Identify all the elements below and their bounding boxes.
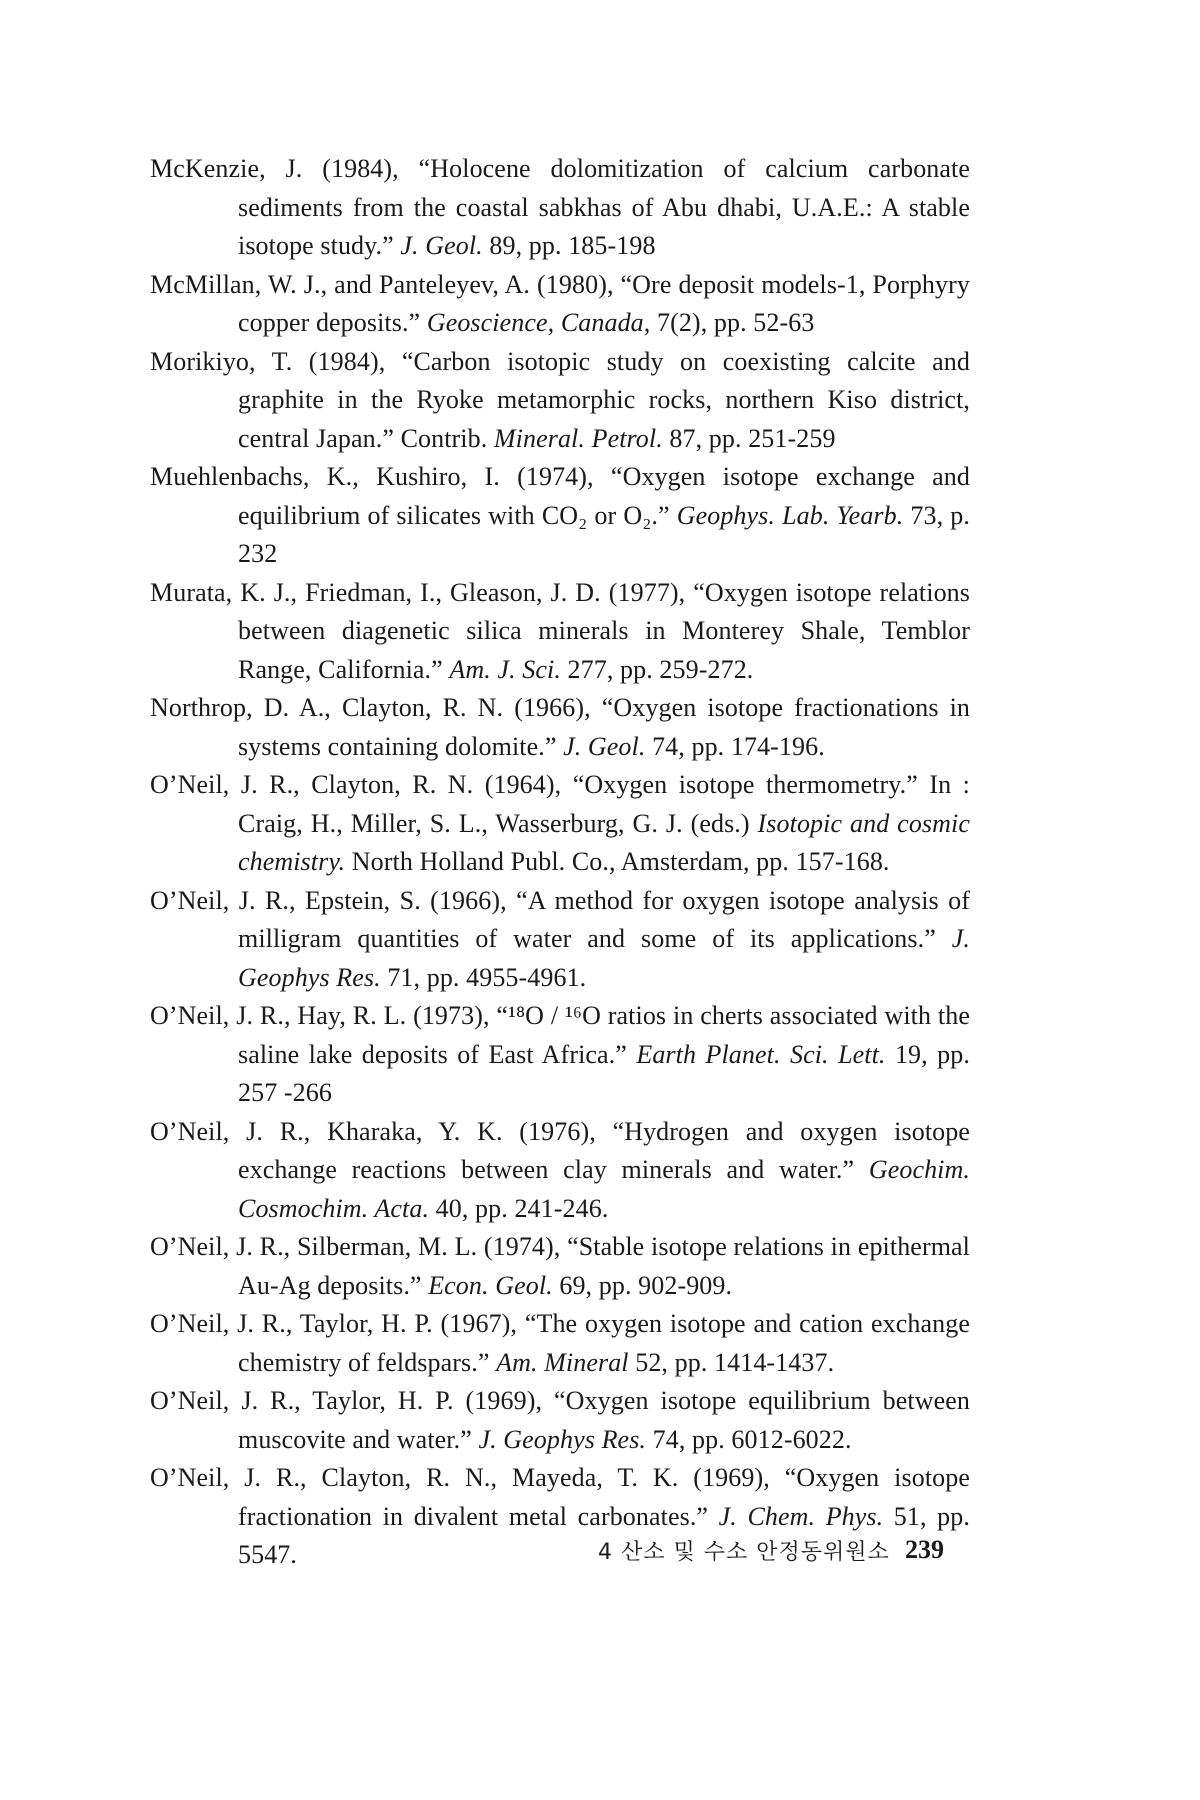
reference-citation: 51, pp. 5547.	[238, 1501, 970, 1569]
reference-citation: 277, pp. 259-272.	[560, 654, 754, 684]
reference-entry	[150, 882, 970, 998]
reference-text: O’Neil, J. R., Hay, R. L. (1973), “¹⁸O / ¹⁶O ratios in cherts associated with the saline lake deposits of East Africa.”	[150, 1001, 970, 1069]
reference-text: O’Neil, J. R., Taylor, H. P. (1967), “The oxygen isotope and cation exchange chemistry of feldspars.”	[150, 1309, 970, 1377]
reference-entry	[150, 1305, 970, 1382]
journal-name: Geophys. Lab. Yearb.	[676, 500, 904, 530]
reference-citation: 73, p. 232	[238, 500, 970, 568]
journal-name: Am. J. Sci.	[449, 654, 561, 684]
reference-entry	[150, 343, 970, 459]
page-footer	[0, 1535, 1200, 1575]
reference-entry	[150, 689, 970, 766]
reference-entry	[150, 1228, 970, 1305]
reference-citation: North Holland Publ. Co., Amsterdam, pp. 157-168.	[345, 847, 890, 876]
journal-name: Mineral. Petrol.	[493, 423, 663, 453]
reference-entry	[150, 1113, 970, 1229]
reference-entry	[150, 458, 970, 574]
reference-text: Morikiyo, T. (1984), “Carbon isotopic study on coexisting calcite and graphite in the Ryoke metamorphic rocks, northern Kiso district, central Japan.” Contrib.	[150, 346, 970, 453]
reference-citation: 89, pp. 185-198	[482, 231, 656, 260]
journal-name: Earth Planet. Sci. Lett.	[636, 1039, 886, 1069]
journal-name: Am. Mineral	[496, 1347, 629, 1377]
journal-name: J. Geol.	[400, 231, 483, 260]
reference-text: Murata, K. J., Friedman, I., Gleason, J. D. (1977), “Oxygen isotope relations between diagenetic silica minerals in Monterey Shale, Temblor Range, California.”	[150, 577, 970, 684]
reference-entry	[150, 766, 970, 882]
reference-text: O’Neil, J. R., Taylor, H. P. (1969), “Oxygen isotope equilibrium between muscovite and water.”	[150, 1386, 970, 1454]
reference-citation: 69, pp. 902-909.	[552, 1270, 733, 1300]
reference-citation: 74, pp. 6012-6022.	[646, 1424, 852, 1454]
reference-citation: 40, pp. 241-246.	[429, 1193, 609, 1223]
page-number: 239	[905, 1535, 944, 1564]
reference-citation: 52, pp. 1414-1437.	[628, 1347, 835, 1377]
journal-name: J. Geol.	[563, 731, 646, 761]
reference-citation: 71, pp. 4955-4961.	[380, 962, 587, 992]
journal-name: J. Geophys Res.	[238, 924, 970, 992]
journal-name: Geochim. Cosmochim. Acta.	[238, 1155, 970, 1223]
reference-text: McMillan, W. J., and Panteleyev, A. (1980), “Ore deposit models-1, Porphyry copper deposits.”	[150, 269, 970, 337]
journal-name: J. Chem. Phys.	[718, 1501, 884, 1531]
reference-citation: 87, pp. 251-259	[662, 423, 836, 453]
reference-text: O’Neil, J. R., Clayton, R. N., Mayeda, T. K. (1969), “Oxygen isotope fractionation in divalent metal carbonates.”	[150, 1463, 970, 1531]
journal-name: J. Geophys Res.	[478, 1424, 647, 1454]
reference-entry	[150, 997, 970, 1113]
reference-text: O’Neil, J. R., Silberman, M. L. (1974), “Stable isotope relations in epithermal Au-Ag deposits.”	[150, 1232, 970, 1300]
reference-entry	[150, 1382, 970, 1459]
reference-citation: 74, pp. 174-196.	[645, 731, 825, 761]
reference-list	[150, 150, 970, 1575]
reference-entry	[150, 150, 970, 266]
journal-name: Geoscience, Canada,	[426, 308, 651, 337]
reference-text: Northrop, D. A., Clayton, R. N. (1966), “Oxygen isotope fractionations in systems containing dolomite.”	[150, 693, 970, 761]
reference-text: McKenzie, J. (1984), “Holocene dolomitization of calcium carbonate sediments from the coastal sabkhas of Abu dhabi, U.A.E.: A stable isotope study.”	[150, 154, 970, 260]
reference-entry	[150, 266, 970, 343]
reference-entry	[150, 574, 970, 690]
reference-text: O’Neil, J. R., Clayton, R. N. (1964), “Oxygen isotope thermometry.” In : Craig, H., Miller, S. L., Wasserburg, G. J. (eds.)	[150, 770, 970, 838]
reference-text: O’Neil, J. R., Epstein, S. (1966), “A method for oxygen isotope analysis of milligram quantities of water and some of its applications.”	[150, 885, 970, 953]
reference-citation: 19, pp. 257 -266	[238, 1039, 970, 1107]
chapter-title: 4 산소 및 수소 안정동위원소	[598, 1540, 890, 1565]
journal-name: Econ. Geol.	[428, 1270, 553, 1300]
reference-citation: 7(2), pp. 52-63	[650, 308, 815, 337]
reference-text: Muehlenbachs, K., Kushiro, I. (1974), “Oxygen isotope exchange and equilibrium of silicates with CO₂ or O₂.”	[150, 462, 970, 530]
journal-name: Isotopic and cosmic chemistry.	[238, 808, 970, 876]
reference-text: O’Neil, J. R., Kharaka, Y. K. (1976), “Hydrogen and oxygen isotope exchange reactions between clay minerals and water.”	[150, 1116, 970, 1184]
